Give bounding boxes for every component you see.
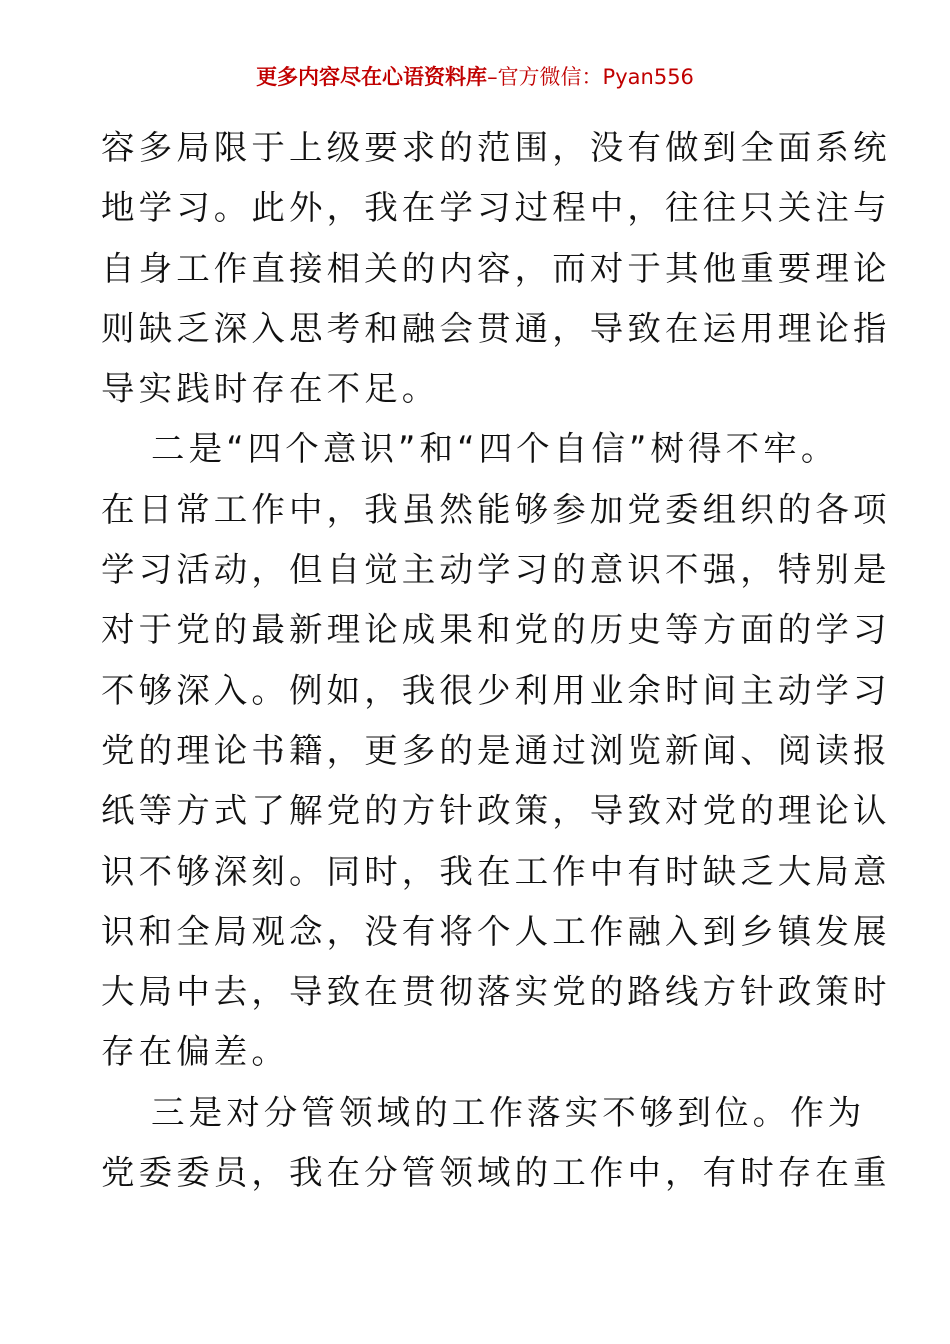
body-line: 则缺乏深入思考和融会贯通，导致在运用理论指 [101,308,891,348]
body-line: 在日常工作中，我虽然能够参加党委组织的各项 [101,489,891,529]
document-body [101,118,891,1203]
body-line: 党的理论书籍，更多的是通过浏览新闻、阅读报 [101,730,891,770]
body-line: 对于党的最新理论成果和党的历史等方面的学习 [101,610,891,650]
header-brand: 更多内容尽在心语资料库 [256,65,488,89]
body-line: 识和全局观念，没有将个人工作融入到乡镇发展 [101,911,891,951]
body-line: 党委委员，我在分管领域的工作中，有时存在重 [101,1153,891,1193]
body-line: 导实践时存在不足。 [101,369,440,409]
header-contact: 官方微信：Pyan556 [497,65,694,89]
body-line: 存在偏差。 [101,1032,289,1072]
paragraph-start-line: 三是对分管领域的工作落实不够到位。作为 [151,1092,866,1132]
body-line: 纸等方式了解党的方针政策，导致对党的理论认 [101,791,891,831]
header-separator: – [487,65,498,89]
body-line: 不够深入。例如，我很少利用业余时间主动学习 [101,670,891,710]
body-line: 大局中去，导致在贯彻落实党的路线方针政策时 [101,972,891,1012]
paragraph-start-line: 二是“四个意识”和“四个自信”树得不牢。 [151,429,839,469]
body-line: 地学习。此外，我在学习过程中，往往只关注与 [101,188,891,228]
body-line: 容多局限于上级要求的范围，没有做到全面系统 [101,128,891,167]
body-line: 自身工作直接相关的内容，而对于其他重要理论 [101,248,891,288]
body-line: 学习活动，但自觉主动学习的意识不强，特别是 [101,550,891,590]
body-line: 识不够深刻。同时，我在工作中有时缺乏大局意 [101,851,891,891]
page-header [0,62,950,92]
